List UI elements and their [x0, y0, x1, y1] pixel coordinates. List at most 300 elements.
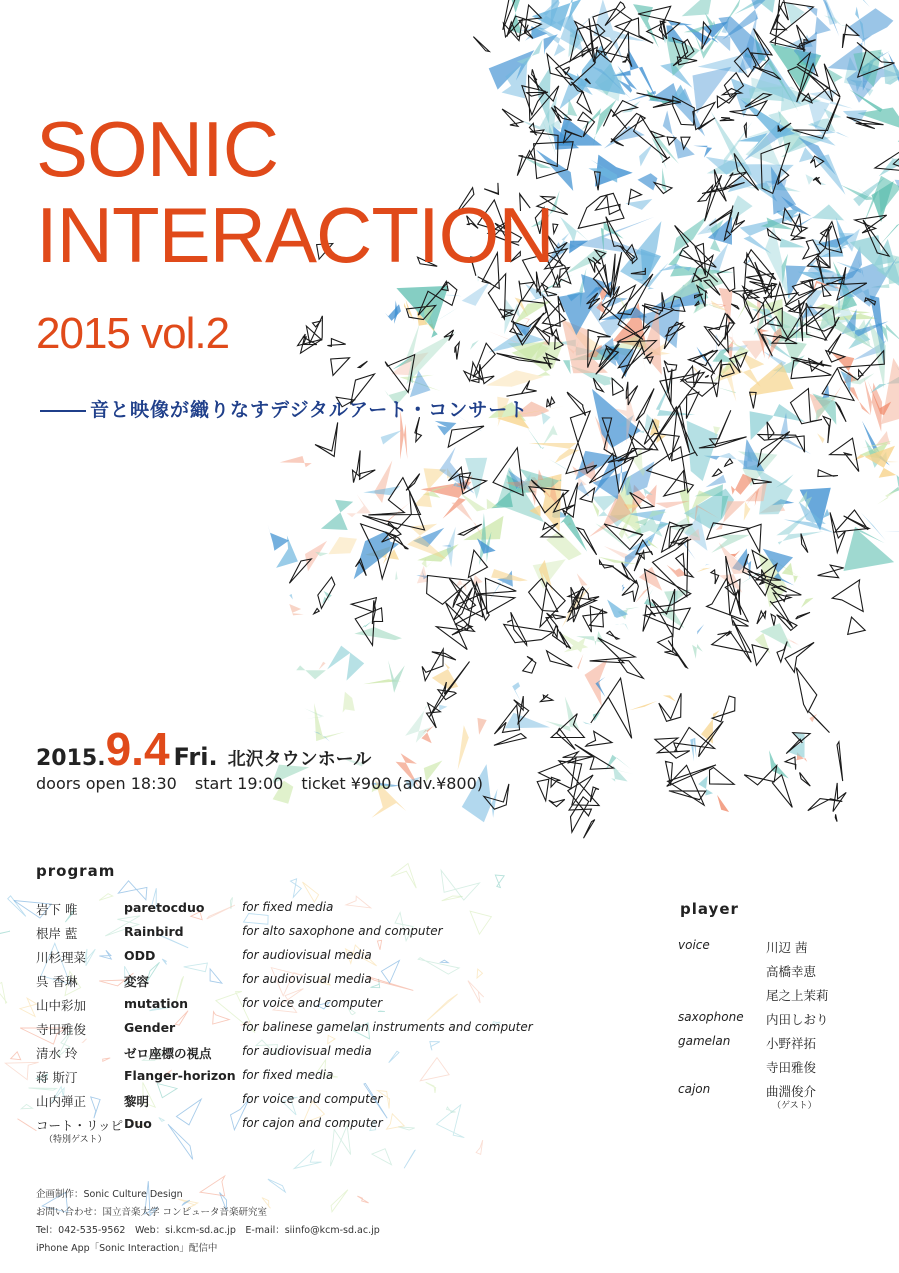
art-shard [11, 1052, 21, 1060]
art-shard [457, 595, 483, 617]
art-shard [612, 101, 637, 117]
art-shard [832, 580, 863, 612]
performer: 川辺 茜 [766, 940, 808, 955]
art-shard [328, 1035, 335, 1043]
art-shard [343, 692, 355, 713]
art-shard [378, 1011, 385, 1012]
art-shard [577, 573, 588, 585]
art-shard [157, 1084, 177, 1098]
work-title: paretocduo [124, 900, 205, 915]
art-shard [744, 502, 751, 521]
art-shard [381, 430, 402, 444]
art-shard [633, 4, 659, 48]
art-shard [377, 940, 381, 950]
art-shard [347, 494, 371, 517]
art-shard [396, 286, 448, 338]
art-shard [455, 342, 460, 359]
art-shard [571, 797, 589, 832]
art-shard [717, 94, 737, 108]
art-shard [835, 510, 869, 532]
art-shard [162, 959, 167, 965]
art-shard [541, 412, 550, 425]
art-shard [622, 581, 639, 602]
art-shard [818, 565, 844, 578]
art-shard [435, 421, 457, 436]
art-shard [706, 475, 727, 487]
art-shard [448, 426, 484, 447]
art-shard [712, 620, 752, 662]
art-shard [713, 36, 731, 52]
art-shard [877, 483, 899, 505]
date-day: 9.4 [105, 723, 170, 775]
art-shard [18, 1119, 37, 1131]
art-shard [712, 696, 735, 722]
art-shard [785, 757, 796, 770]
art-shard [430, 1042, 440, 1051]
art-shard [406, 323, 456, 384]
art-shard [607, 600, 628, 618]
time-ticket-line [36, 774, 501, 793]
art-shard [711, 535, 749, 553]
art-shard [710, 768, 735, 785]
art-shard [507, 620, 512, 622]
art-shard [168, 1124, 193, 1159]
art-shard [536, 150, 573, 191]
art-shard [638, 173, 658, 190]
art-shard [360, 470, 376, 479]
art-shard [327, 646, 364, 681]
art-shard [420, 1058, 449, 1081]
art-shard [486, 370, 544, 387]
work-title: Gender [124, 1020, 176, 1035]
art-shard [477, 718, 486, 735]
art-shard [526, 426, 544, 449]
instrumentation: for audiovisual media [242, 972, 372, 986]
art-shard [622, 584, 625, 591]
art-shard [615, 624, 629, 631]
art-shard [294, 1151, 321, 1169]
art-shard [747, 524, 761, 552]
art-shard [437, 1105, 465, 1138]
work-title: Flanger-horizon [124, 1068, 236, 1083]
art-shard [683, 540, 696, 559]
art-shard [385, 304, 401, 321]
composer: 清水 玲 [36, 1046, 78, 1061]
art-shard [720, 118, 734, 121]
event-date-line [36, 722, 372, 775]
performer: 曲淵俊介 [766, 1084, 817, 1099]
art-shard [488, 274, 505, 319]
art-shard [470, 340, 479, 350]
art-shard [826, 283, 844, 284]
art-shard [769, 750, 789, 779]
art-shard [319, 662, 326, 670]
art-shard [586, 731, 612, 746]
composer: 寺田雅俊 [36, 1022, 87, 1037]
art-shard [321, 500, 353, 530]
art-shard [663, 695, 676, 701]
art-shard [664, 361, 677, 372]
art-shard [697, 568, 711, 572]
art-shard [547, 54, 572, 79]
art-shard [374, 460, 392, 503]
art-shard [837, 742, 843, 781]
art-shard [647, 21, 665, 39]
producer-line: 企画制作：Sonic Culture Design [36, 1189, 183, 1200]
art-shard [557, 728, 576, 749]
art-shard [755, 633, 770, 654]
guest-note: （ゲスト） [772, 1101, 817, 1111]
art-shard [442, 896, 463, 901]
guest-note: （特別ゲスト） [44, 1135, 107, 1145]
art-shard [372, 1149, 392, 1165]
art-shard [551, 714, 584, 738]
art-shard [517, 151, 533, 176]
art-shard [828, 334, 841, 354]
art-shard [438, 690, 456, 700]
performer: 内田しおり [766, 1012, 829, 1027]
art-shard [809, 359, 824, 372]
art-shard [577, 654, 583, 670]
art-shard [427, 703, 441, 728]
art-shard [771, 614, 775, 625]
date-weekday: Fri. [173, 743, 218, 771]
title-line-2: INTERACTION [36, 191, 554, 279]
art-shard [667, 765, 716, 805]
art-shard [388, 660, 405, 692]
art-shard [664, 367, 672, 404]
art-shard [796, 612, 810, 619]
art-shard [398, 1127, 414, 1130]
art-shard [21, 1104, 32, 1108]
art-shard [353, 451, 361, 483]
art-shard [830, 512, 846, 552]
art-shard [512, 682, 521, 702]
art-shard [549, 799, 565, 806]
performer: 高橋幸恵 [766, 964, 817, 979]
art-shard [491, 569, 528, 581]
composer: 山中彩加 [36, 998, 87, 1013]
art-shard [504, 624, 553, 642]
art-shard [346, 896, 371, 908]
performer: 小野祥拓 [766, 1036, 817, 1051]
art-shard [569, 241, 588, 254]
instrumentation: for audiovisual media [242, 948, 372, 962]
art-shard [462, 282, 490, 306]
instrumentation: for voice and computer [242, 1092, 383, 1106]
art-shard [439, 705, 447, 711]
art-shard [697, 624, 704, 634]
art-shard [470, 911, 491, 934]
art-shard [886, 461, 899, 463]
art-shard [552, 615, 565, 619]
art-shard [713, 469, 722, 476]
art-shard [547, 397, 555, 406]
art-shard [305, 541, 327, 572]
art-shard [824, 16, 852, 27]
art-shard [812, 204, 848, 224]
art-shard [432, 652, 456, 660]
instrumentation: for fixed media [242, 1068, 334, 1082]
part: voice [678, 938, 710, 952]
art-shard [705, 564, 710, 565]
art-shard [404, 1150, 415, 1168]
art-shard [855, 0, 870, 7]
art-shard [175, 1011, 188, 1025]
art-shard [711, 570, 719, 584]
art-shard [313, 321, 321, 327]
art-shard [458, 725, 469, 770]
art-shard [477, 969, 483, 978]
contact-details: Tel：042-535-9562 Web：si.kcm-sd.ac.jp E-mail：siinfo@kcm-sd.ac.jp [36, 1225, 380, 1236]
art-shard [879, 158, 899, 176]
art-shard [441, 960, 449, 963]
art-shard [520, 96, 557, 135]
art-shard [29, 1088, 57, 1090]
composer: 川杉理菜 [36, 950, 87, 965]
art-shard [363, 491, 425, 530]
part: cajon [678, 1082, 711, 1096]
art-shard [757, 611, 766, 624]
work-title: 黎明 [124, 1094, 150, 1109]
instrumentation: for fixed media [242, 900, 334, 914]
art-shard [844, 527, 895, 571]
art-shard [639, 143, 653, 166]
art-shard [817, 433, 824, 443]
art-shard [176, 1099, 201, 1125]
work-title: ODD [124, 948, 156, 963]
art-shard [441, 870, 479, 900]
art-shard [0, 931, 10, 934]
art-shard [607, 631, 619, 639]
art-shard [746, 262, 773, 293]
art-shard [662, 168, 667, 194]
art-shard [636, 389, 654, 421]
art-shard [381, 961, 399, 984]
art-shard [681, 366, 699, 387]
instrumentation: for audiovisual media [242, 1044, 372, 1058]
work-title: ゼロ座標の視点 [124, 1046, 212, 1061]
art-shard [681, 380, 717, 397]
title-edition: 2015 vol.2 [36, 309, 230, 358]
art-shard [289, 604, 304, 615]
art-shard [351, 598, 376, 612]
art-shard [682, 0, 714, 16]
art-shard [833, 783, 846, 812]
art-shard [505, 713, 550, 729]
art-shard [391, 864, 417, 889]
work-title: Rainbird [124, 924, 184, 939]
art-shard [477, 538, 496, 553]
performer: 尾之上茉莉 [766, 988, 829, 1003]
art-shard [693, 146, 712, 158]
art-shard [395, 571, 398, 580]
art-shard [427, 994, 457, 1020]
art-shard [848, 617, 866, 634]
art-shard [801, 534, 808, 553]
art-shard [545, 696, 579, 731]
date-year: 2015. [36, 746, 106, 771]
art-shard [417, 566, 428, 584]
art-shard [523, 656, 536, 673]
art-shard [268, 525, 289, 551]
subtitle-text: 音と映像が織りなすデジタルアート・コンサート [90, 399, 529, 421]
art-shard [328, 537, 357, 554]
art-shard [758, 432, 790, 466]
part: gamelan [678, 1034, 731, 1048]
art-shard [546, 613, 558, 637]
art-shard [809, 712, 829, 733]
composer: 蒋 斯汀 [36, 1070, 78, 1085]
art-shard [118, 881, 147, 900]
title-line-1: SONIC [36, 105, 279, 193]
art-shard [583, 722, 592, 725]
art-shard [673, 216, 708, 254]
subtitle [40, 395, 528, 422]
composer: 岩下 唯 [36, 902, 78, 917]
art-shard [590, 638, 636, 663]
art-shard [159, 1118, 164, 1122]
art-shard [495, 875, 504, 888]
program-heading: program [36, 862, 116, 880]
art-shard [210, 969, 222, 983]
art-shard [289, 594, 293, 600]
composer: 根岸 藍 [36, 926, 78, 941]
composer: 呉 香琳 [36, 974, 78, 989]
art-shard [330, 1125, 350, 1166]
art-shard [705, 375, 709, 377]
instrumentation: for alto saxophone and computer [242, 924, 443, 938]
art-shard [502, 109, 523, 126]
art-shard [473, 343, 495, 377]
art-shard [184, 963, 208, 972]
art-shard [213, 1012, 230, 1024]
art-shard [612, 378, 623, 395]
art-shard [494, 734, 526, 746]
art-shard [327, 339, 345, 347]
art-shard [8, 896, 26, 917]
work-title: 変容 [124, 974, 150, 989]
venue: 北沢タウンホール [227, 749, 372, 770]
art-shard [655, 738, 690, 758]
art-shard [585, 659, 608, 706]
art-shard [468, 981, 484, 1003]
art-shard [796, 668, 817, 713]
art-shard [314, 609, 319, 614]
performer: 寺田雅俊 [766, 1060, 817, 1075]
art-shard [331, 358, 350, 376]
work-title: Duo [124, 1116, 152, 1131]
art-shard [559, 761, 599, 806]
art-shard [577, 92, 591, 114]
footer-credits [36, 1186, 380, 1258]
art-shard [315, 422, 338, 456]
art-shard [355, 608, 382, 645]
art-shard [0, 982, 7, 1003]
art-shard [610, 252, 622, 298]
art-shard [83, 1039, 87, 1043]
art-shard [5, 1062, 38, 1079]
art-shard [604, 126, 645, 149]
instrumentation: for voice and computer [242, 996, 383, 1010]
art-shard [20, 998, 37, 1016]
art-shard [368, 478, 420, 515]
art-shard [462, 764, 498, 822]
art-shard [818, 470, 838, 477]
art-shard [690, 738, 696, 762]
doors-time: doors open 18:30 [36, 774, 177, 793]
art-shard [767, 422, 774, 439]
art-shard [612, 563, 637, 584]
art-shard [547, 651, 573, 667]
art-shard [801, 598, 813, 608]
instrumentation: for balinese gamelan instruments and computer [242, 1020, 533, 1034]
composer: コート・リッピ [36, 1118, 124, 1133]
ticket-price: ticket ¥900 (adv.¥800) [301, 774, 484, 793]
start-time: start 19:00 [194, 774, 284, 793]
part: saxophone [678, 1010, 744, 1024]
work-title: mutation [124, 996, 189, 1011]
art-shard [296, 665, 326, 679]
art-shard [626, 382, 637, 405]
art-shard [427, 576, 471, 605]
art-shard [543, 425, 558, 445]
art-shard [830, 438, 859, 471]
art-shard [537, 779, 549, 801]
art-shard [291, 879, 302, 898]
app-line: iPhone App「Sonic Interaction」配信中 [36, 1243, 218, 1254]
dash-rule [40, 410, 86, 412]
art-shard [731, 304, 739, 309]
art-shard [418, 958, 459, 974]
instrumentation: for cajon and computer [242, 1116, 383, 1130]
art-shard [244, 914, 269, 925]
art-shard [622, 101, 641, 113]
art-shard [698, 175, 722, 221]
art-shard [714, 170, 726, 202]
art-shard [280, 456, 312, 467]
contact-line: お問い合わせ：国立音楽大学 コンピュータ音楽研究室 [36, 1207, 268, 1218]
art-shard [744, 123, 746, 138]
art-shard [835, 814, 837, 821]
art-shard [362, 620, 373, 628]
art-shard [701, 710, 720, 744]
art-shard [772, 775, 792, 808]
art-shard [304, 708, 324, 718]
art-shard [836, 402, 847, 422]
art-shard [358, 361, 367, 367]
art-shard [389, 1051, 399, 1063]
art-shard [460, 493, 498, 512]
player-heading: player [680, 900, 739, 918]
art-shard [789, 302, 804, 313]
art-shard [584, 820, 595, 839]
art-shard [567, 392, 586, 416]
art-shard [692, 644, 703, 659]
art-shard [468, 550, 487, 577]
art-shard [647, 447, 694, 493]
art-shard [540, 694, 552, 701]
composer: 山内弾正 [36, 1094, 87, 1109]
art-shard [476, 1140, 483, 1154]
art-shard [687, 421, 718, 482]
art-shard [639, 567, 663, 591]
art-shard [717, 795, 729, 812]
art-shard [629, 701, 657, 710]
art-shard [800, 773, 811, 787]
art-shard [426, 1082, 436, 1093]
art-shard [725, 459, 733, 467]
